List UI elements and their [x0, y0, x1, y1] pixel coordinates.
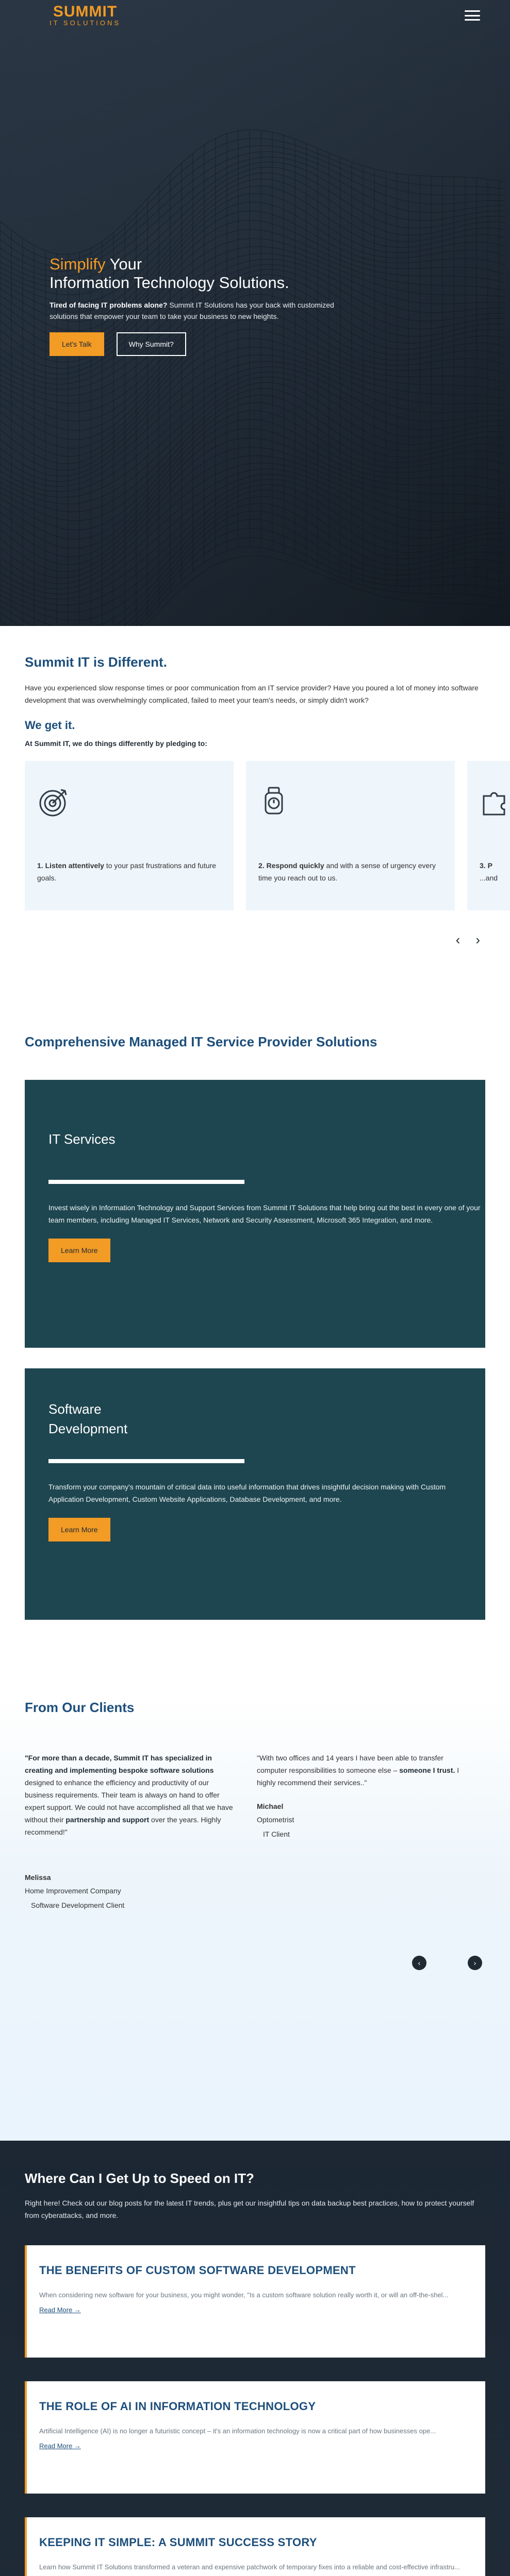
service-title-line: Software: [48, 1401, 102, 1417]
section-title: From Our Clients: [25, 1700, 135, 1715]
learn-more-button[interactable]: Learn More: [48, 1518, 110, 1541]
hamburger-line: [465, 10, 480, 12]
pledge-card: [25, 761, 234, 910]
service-title-line: Development: [48, 1421, 128, 1436]
hero-title: [50, 255, 359, 292]
chevron-right-icon[interactable]: ›: [475, 932, 480, 947]
blog-section: [0, 2141, 510, 2576]
testimonial: [25, 1752, 236, 1912]
hero-title-rest: Your: [105, 255, 142, 273]
service-card-software-development: [25, 1368, 485, 1620]
hamburger-line: [465, 19, 480, 21]
quote-bold: "For more than a decade, Summit IT has specialized in creating and implementing bespoke software solutions: [25, 1754, 214, 1774]
quote-bold: partnership and support: [65, 1816, 150, 1824]
hero-title-line2: Information Technology Solutions.: [50, 274, 289, 292]
service-description: Transform your company's mountain of critical data into useful information that drives insightful decision making with Custom Application Development, Custom Website Applications, Database Development, and more.: [48, 1483, 446, 1503]
quote-text: over the years. Highly recommend!": [25, 1816, 221, 1836]
blog-post-excerpt: Learn how Summit IT Solutions transformed a veteran and expensive patchwork of temporary fixes into a reliable and cost-effective infrastru...: [39, 2563, 460, 2571]
hero-title-accent: Simplify: [50, 255, 106, 273]
section-subtitle: We get it.: [25, 719, 75, 732]
testimonial-company: Optometrist: [257, 1816, 294, 1824]
testimonial: [257, 1752, 468, 1912]
pledge-text: [480, 859, 510, 884]
hamburger-icon[interactable]: [465, 10, 480, 21]
section-lead: Have you experienced slow response times or poor communication from an IT service provider? Have you poured a lot of money into software development that was overwhelmingly complicated, failed to meet your team's needs, or simply didn't work?: [25, 684, 479, 704]
pledge-intro: At Summit IT, we do things differently by pledging to:: [25, 739, 207, 748]
blog-post-title[interactable]: THE BENEFITS OF CUSTOM SOFTWARE DEVELOPMENT: [39, 2264, 356, 2277]
top-navigation-bar: [0, 0, 510, 31]
chevron-left-icon[interactable]: ‹: [412, 1956, 426, 1970]
pledge-rest: ...and: [480, 874, 498, 882]
blog-post-card[interactable]: [25, 2245, 485, 2358]
logo-tagline: IT SOLUTIONS: [50, 19, 121, 27]
service-divider: [48, 1180, 244, 1184]
testimonial-client-type: IT Client: [263, 1830, 290, 1838]
summit-different-section: [0, 626, 510, 1033]
chevron-left-icon[interactable]: ‹: [455, 932, 460, 947]
pledge-card: [467, 761, 510, 910]
quote-bold: someone I trust.: [399, 1766, 455, 1774]
chevron-right-icon[interactable]: ›: [468, 1956, 482, 1970]
section-title: Comprehensive Managed IT Service Provider Solutions: [25, 1034, 377, 1049]
hamburger-line: [465, 15, 480, 16]
pledge-text: [37, 859, 221, 884]
testimonial-company: Home Improvement Company: [25, 1887, 121, 1895]
hero-section: [0, 0, 510, 626]
logo-wordmark: SUMMIT: [53, 3, 118, 20]
service-title-line: IT Services: [48, 1131, 116, 1147]
testimonials-section: [0, 1698, 510, 2141]
testimonial-author: Michael: [257, 1802, 284, 1810]
testimonial-quote: [25, 1752, 236, 1838]
service-card-it-services: [25, 1080, 485, 1348]
testimonial-author: Melissa: [25, 1873, 51, 1882]
pledge-rest: to your past frustrations and future goals.: [37, 861, 217, 882]
pledge-text: [258, 859, 442, 884]
pledge-number: 3.: [480, 861, 486, 870]
testimonial-carousel-controls: [25, 1956, 485, 1970]
pledge-carousel-controls: [25, 932, 485, 948]
target-icon: [37, 786, 70, 819]
service-description: Invest wisely in Information Technology and Support Services from Summit IT Solutions that help bring out the best in every one of your team members, including Managed IT Services, Network and Security Assessment, Microsoft 365 Integration, and more.: [48, 1204, 481, 1224]
hero-buttons: [50, 332, 359, 356]
hero-description-bold: Tired of facing IT problems alone?: [50, 301, 168, 309]
section-title: Where Can I Get Up to Speed on IT?: [25, 2171, 254, 2186]
service-divider: [48, 1459, 244, 1463]
pledge-bold: Listen attentively: [45, 861, 104, 870]
quote-text: designed to enhance the efficiency and productivity of our business requirements. Their team is always on hand to offer expert support. We could not have accomplished all that we have without their: [25, 1778, 233, 1824]
hero-description-rest: Summit IT Solutions has your back with customized solutions that empower your team to take your business to new heights.: [50, 301, 334, 320]
pledge-card: [246, 761, 455, 910]
lets-talk-button[interactable]: Let's Talk: [50, 332, 104, 356]
blog-post-excerpt: Artificial Intelligence (AI) is no longer a futuristic concept – it's an information technology is now a critical part of how businesses ope...: [39, 2427, 436, 2435]
service-title: [48, 1129, 462, 1149]
quote-text: "With two offices and 14 years I have been able to transfer computer responsibilities to someone else –: [257, 1754, 443, 1774]
blog-post-title[interactable]: THE ROLE OF AI IN INFORMATION TECHNOLOGY: [39, 2400, 316, 2413]
pledge-carousel: [0, 761, 510, 910]
read-more-link[interactable]: Read More →: [39, 2442, 81, 2450]
hero-description: [50, 299, 359, 322]
pledge-bold: P: [487, 861, 492, 870]
pledge-number: 2.: [258, 861, 265, 870]
pledge-rest: and with a sense of urgency every time you reach out to us.: [258, 861, 436, 882]
section-title: Summit IT is Different.: [25, 654, 167, 670]
blog-post-card[interactable]: [25, 2517, 485, 2576]
blog-post-title[interactable]: KEEPING IT SIMPLE: A SUMMIT SUCCESS STORY: [39, 2536, 317, 2549]
testimonial-client-type: Software Development Client: [31, 1901, 125, 1909]
section-intro: Right here! Check out our blog posts for the latest IT trends, plus get our insightful tips on data backup best practices, how to protect yourself from cyberattacks, and more.: [25, 2199, 474, 2219]
site-logo[interactable]: [50, 5, 121, 27]
learn-more-button[interactable]: Learn More: [48, 1239, 110, 1262]
testimonial-quote: [257, 1752, 468, 1789]
testimonial-carousel: [25, 1752, 485, 1912]
quote-text: I highly recommend their services..": [257, 1766, 459, 1787]
pledge-number: 1.: [37, 861, 43, 870]
why-summit-button[interactable]: Why Summit?: [117, 332, 186, 356]
read-more-link[interactable]: Read More →: [39, 2306, 81, 2314]
pledge-bold: Respond quickly: [266, 861, 324, 870]
stopwatch-icon: [258, 786, 291, 819]
hero-content: [50, 255, 359, 356]
blog-post-excerpt: When considering new software for your business, you might wonder, "Is a custom software solution really worth it, or will an off-the-shel...: [39, 2291, 449, 2299]
puzzle-icon: [480, 786, 510, 819]
services-section: [0, 1033, 510, 1698]
service-title: [48, 1399, 462, 1438]
blog-post-card[interactable]: [25, 2381, 485, 2494]
